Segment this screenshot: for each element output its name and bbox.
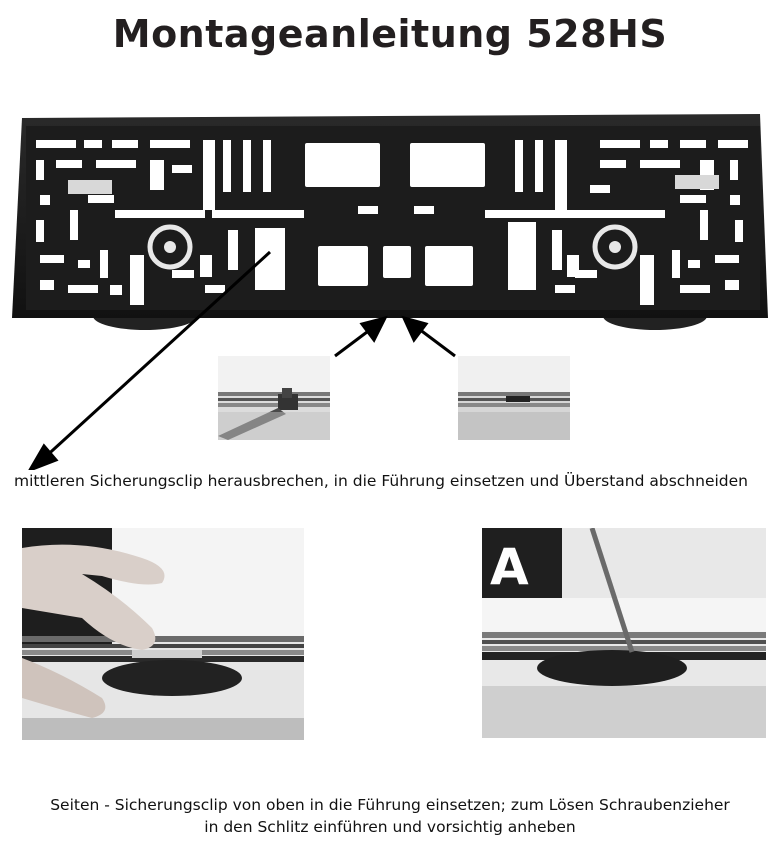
photo-side-clip-insert bbox=[22, 528, 304, 740]
detail-photo-middle-clip-right bbox=[458, 356, 570, 440]
arrow-right-detail bbox=[404, 318, 455, 356]
caption-side-clip-line1: Seiten - Sicherungsclip von oben in die Führung einsetzen; zum Lösen Schraubenzieher bbox=[50, 796, 730, 814]
photo-side-clip-release bbox=[482, 528, 766, 738]
page-title: Montageanleitung 528HS bbox=[112, 12, 668, 56]
detail-photo-middle-clip-left bbox=[218, 356, 330, 440]
caption-middle-clip: mittleren Sicherungsclip herausbrechen, in die Führung einsetzen und Überstand abschneiden bbox=[14, 472, 748, 490]
caption-side-clip-line2: in den Schlitz einführen und vorsichtig anheben bbox=[204, 818, 576, 836]
arrow-left-detail bbox=[335, 318, 385, 356]
plate-letter: A bbox=[490, 538, 529, 596]
